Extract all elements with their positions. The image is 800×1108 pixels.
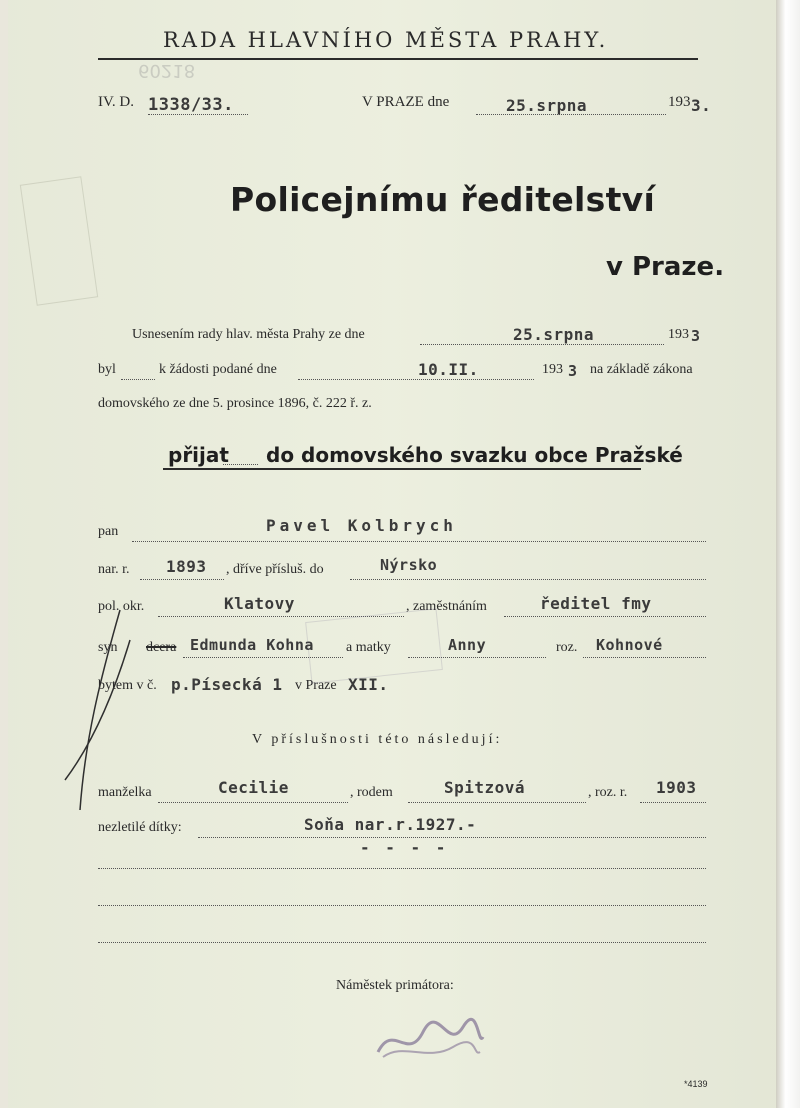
district-label: pol. okr. <box>98 599 145 614</box>
margin-pen-strokes <box>60 600 140 820</box>
address-label: bytem v č. <box>98 678 157 693</box>
scan-edge <box>776 0 800 1108</box>
resolution-date: 25.srpna <box>513 325 595 344</box>
occupation-label: , zaměstnáním <box>406 599 487 614</box>
mother-label: a matky <box>346 640 391 655</box>
blank-line-1 <box>98 867 706 869</box>
accepted-dots <box>223 463 258 465</box>
ref-year-suffix: 3. <box>691 96 712 115</box>
wife-year: 1903 <box>656 778 697 797</box>
wife-maiden-label: , rodem <box>350 785 393 800</box>
wife-dots <box>158 801 348 803</box>
praha-district: XII. <box>348 675 389 694</box>
faint-stamp-mark: 60218 <box>138 60 196 81</box>
accepted-underline <box>163 468 641 470</box>
birth-year: 1893 <box>166 557 207 576</box>
accepted-rest: do domovského svazku obce Pražské <box>266 443 683 467</box>
byl-label: byl <box>98 362 116 377</box>
resolution-line2-text: k žádosti podané dne <box>159 362 277 377</box>
wife-maiden-dots <box>408 801 586 803</box>
blank-line-2 <box>98 904 706 906</box>
city-date-label: V PRAZE dne <box>362 94 450 110</box>
signature-scribble <box>368 1012 488 1072</box>
children-label: nezletilé dítky: <box>98 820 182 835</box>
wife-year-label: , roz. r. <box>588 785 628 800</box>
resolution-year-suffix: 3 <box>691 327 701 345</box>
accepted-word: přijat <box>168 443 229 467</box>
request-year-suffix: 3 <box>568 362 578 380</box>
former-place-dots <box>350 578 706 580</box>
pan-label: pan <box>98 524 119 539</box>
ref-number-dots <box>148 113 248 115</box>
occupation-dots <box>504 615 706 617</box>
occupation: ředitel fmy <box>540 594 652 613</box>
birth-dots <box>140 578 224 580</box>
ref-date: 25.srpna <box>506 96 588 115</box>
maiden-label: roz. <box>556 640 578 655</box>
resolution-line3-text: domovského ze dne 5. prosince 1896, č. 222 ř. z. <box>98 396 372 411</box>
wife-name: Cecilie <box>218 778 289 797</box>
faint-center-stamp <box>305 608 443 683</box>
page-subtitle: v Praze. <box>606 252 725 282</box>
son-label: syn <box>98 640 118 655</box>
byl-dots <box>121 378 155 380</box>
district: Klatovy <box>224 594 295 613</box>
request-date: 10.II. <box>418 360 479 379</box>
wife-label: manželka <box>98 785 152 800</box>
faint-stamp-box <box>20 176 98 305</box>
wife-year-dots <box>640 801 706 803</box>
council-header: RADA HLAVNÍHO MĚSTA PRAHY. <box>163 28 609 52</box>
resolution-year: 193 <box>668 327 689 342</box>
mother-name: Anny <box>448 636 487 654</box>
crossed-daughter-label: dcera <box>146 640 177 655</box>
birth-label: nar. r. <box>98 562 130 577</box>
children-dots <box>198 836 706 838</box>
resolution-line2-after: na základě zákona <box>590 362 693 377</box>
address: p.Písecká 1 <box>171 675 283 694</box>
person-name: Pavel Kolbrych <box>266 516 457 535</box>
former-label: , dříve přísluš. do <box>226 562 324 577</box>
wife-maiden-name: Spitzová <box>444 778 526 797</box>
ref-year-prefix: 193 <box>668 94 691 110</box>
form-number: *4139 <box>684 1079 708 1089</box>
ref-label: IV. D. <box>98 94 134 110</box>
resolution-line1-text: Usnesením rady hlav. města Prahy ze dne <box>132 327 365 342</box>
page-title: Policejnímu ředitelství <box>230 180 656 219</box>
request-date-dots <box>298 378 534 380</box>
blank-line-3 <box>98 941 706 943</box>
document-sheet <box>8 0 778 1108</box>
father-name: Edmunda Kohna <box>190 636 314 654</box>
belonging-heading: V příslušnosti této následují: <box>252 732 503 747</box>
praha-label: v Praze <box>295 678 337 693</box>
mother-maiden-name: Kohnové <box>596 636 663 654</box>
signature-label: Náměstek primátora: <box>336 978 454 993</box>
maiden-dots <box>583 656 706 658</box>
ref-number: 1338/33. <box>148 95 234 115</box>
request-year: 193 <box>542 362 563 377</box>
former-place: Nýrsko <box>380 556 438 574</box>
name-dots <box>132 540 706 542</box>
children: Soňa nar.r.1927.- <box>304 815 477 834</box>
separator-dashes: - - - - <box>360 838 449 857</box>
